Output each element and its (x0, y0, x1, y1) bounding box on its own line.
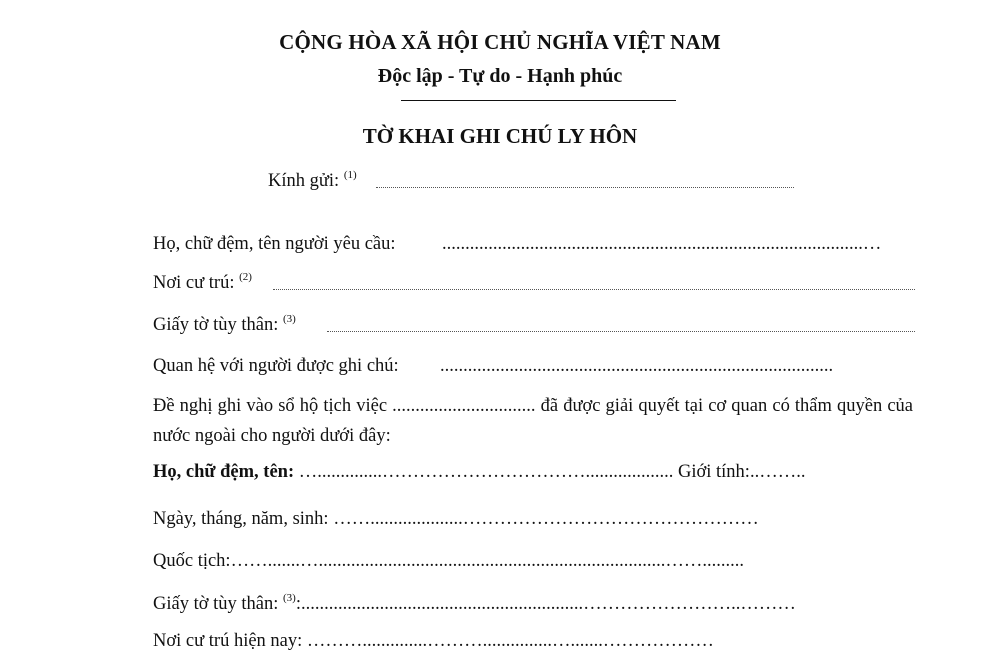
id-document-line (153, 313, 296, 335)
requester-name-line (153, 235, 396, 254)
birth-date-label: Ngày, tháng, năm, sinh: (153, 509, 329, 529)
relationship-line (153, 357, 399, 376)
request-text-before: Đề nghị ghi vào sổ hộ tịch việc (153, 396, 388, 416)
subject-id-document-footnote-marker: (3) (283, 592, 296, 604)
id-document-footnote-marker: (3) (283, 313, 296, 325)
request-event-blank[interactable]: ............................... (392, 396, 536, 416)
requester-name-fill[interactable]: ...........................................................................................… (442, 235, 882, 254)
nationality-fill[interactable]: …….......…...........................................................................……......... (230, 551, 744, 571)
request-paragraph (153, 391, 913, 451)
request-text-after: đã được giải quyết tại cơ quan có thẩm quyền của nước ngoài cho người dưới đây: (153, 396, 914, 446)
current-residence-fill[interactable]: ………..............………...............….......……………… (306, 631, 714, 651)
id-document-fill[interactable] (327, 331, 915, 332)
national-motto: Độc lập - Tự do - Hạnh phúc (377, 65, 623, 87)
relationship-fill[interactable]: ..................................................................................... (440, 357, 834, 376)
residence-footnote-marker: (2) (239, 271, 252, 283)
national-name-heading: CỘNG HÒA XÃ HỘI CHỦ NGHĨA VIỆT NAM (279, 30, 721, 54)
current-residence-label: Nơi cư trú hiện nay: (153, 631, 303, 651)
subject-name-fill[interactable]: …..............……………………………................... (298, 462, 674, 482)
recipient-line (268, 169, 357, 191)
recipient-label: Kính gửi: (268, 171, 340, 191)
subject-id-document-label: Giấy tờ tùy thân: (153, 594, 279, 614)
subject-name-line (153, 463, 805, 482)
form-title: TỜ KHAI GHI CHÚ LY HÔN (362, 124, 638, 148)
birth-date-fill[interactable]: ……....................………………………………………… (333, 509, 759, 529)
recipient-fill[interactable] (376, 187, 794, 188)
subject-id-document-line (153, 592, 796, 614)
birth-date-line (153, 510, 759, 529)
gender-fill[interactable]: ..…….. (749, 462, 806, 482)
residence-label: Nơi cư trú: (153, 273, 235, 293)
recipient-footnote-marker: (1) (343, 169, 357, 181)
subject-name-label: Họ, chữ đệm, tên: (153, 462, 295, 482)
nationality-label: Quốc tịch: (153, 551, 231, 571)
id-document-label: Giấy tờ tùy thân: (153, 315, 279, 335)
residence-line (153, 271, 252, 293)
motto-underline (401, 100, 676, 101)
residence-fill[interactable] (273, 289, 915, 290)
gender-label: Giới tính: (677, 462, 750, 482)
relationship-label: Quan hệ với người được ghi chú: (153, 356, 399, 376)
current-residence-line (153, 632, 714, 651)
nationality-line (153, 552, 744, 571)
subject-id-document-fill[interactable]: :.............................................................……………………..……… (295, 594, 796, 614)
requester-name-label: Họ, chữ đệm, tên người yêu cầu: (153, 234, 396, 254)
